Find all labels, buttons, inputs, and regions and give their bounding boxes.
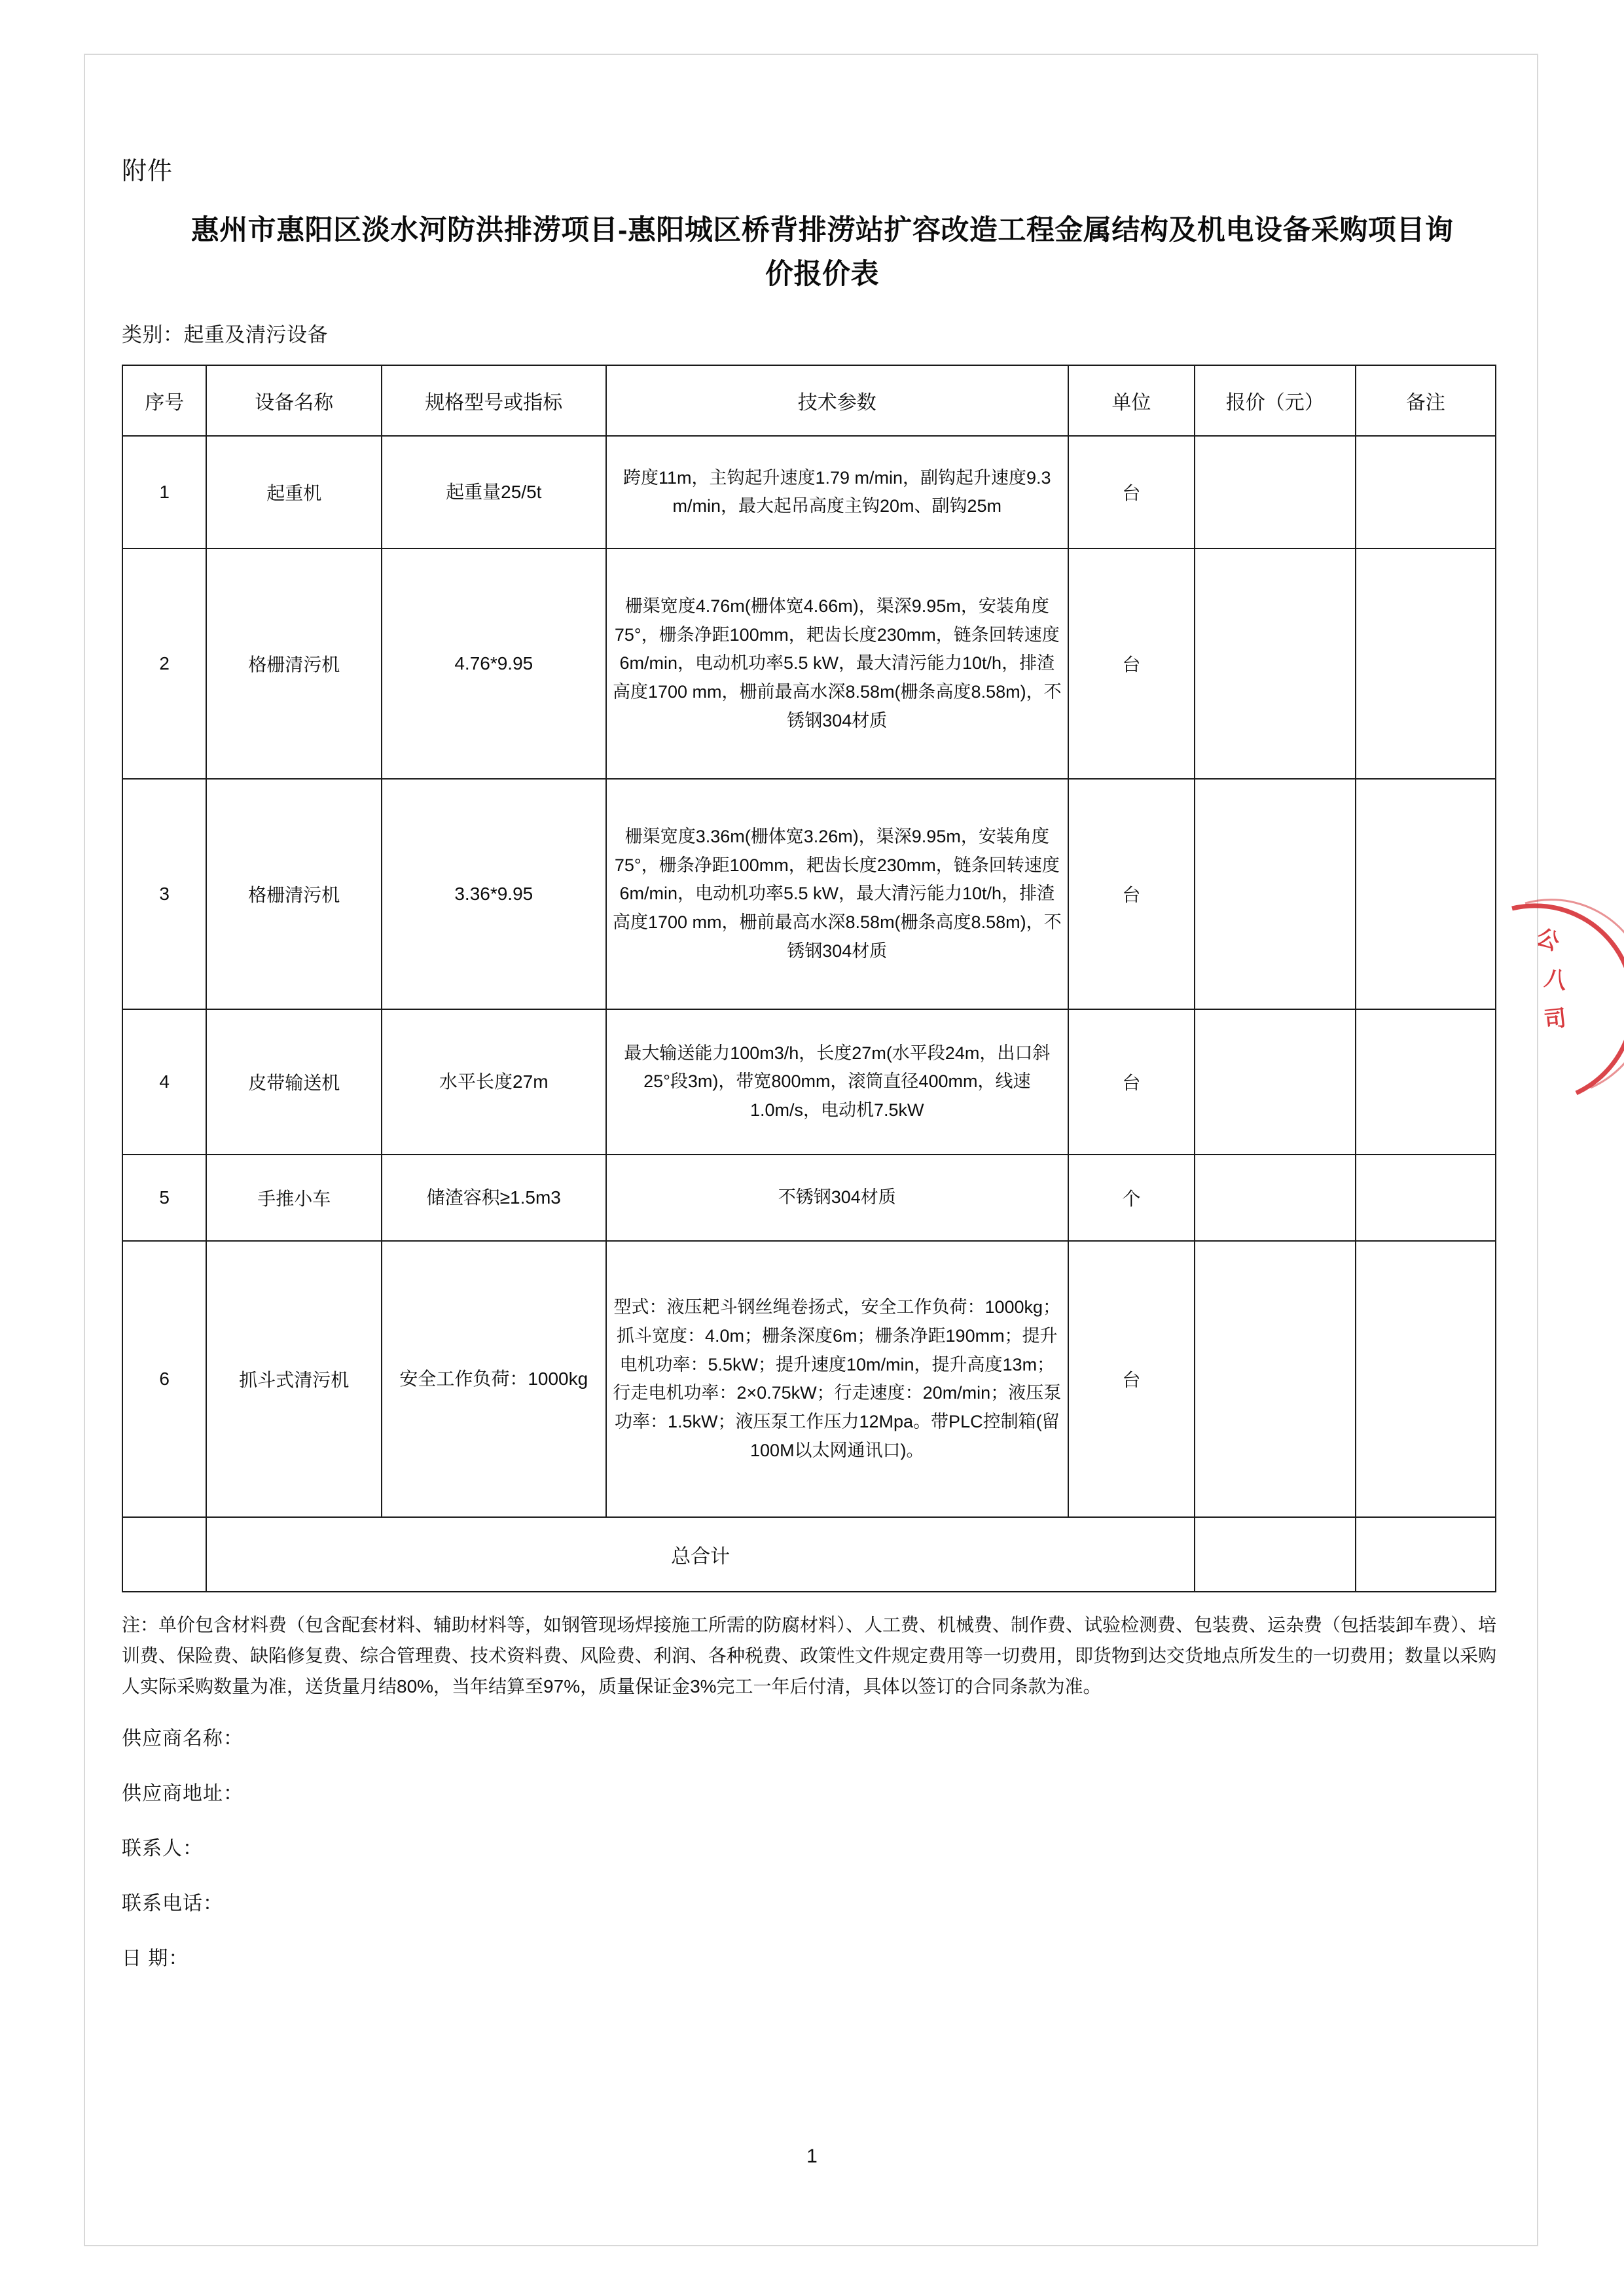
cell-no: 5 <box>122 1155 206 1241</box>
cell-no: 6 <box>122 1241 206 1517</box>
header-param: 技术参数 <box>606 365 1068 436</box>
cell-spec: 3.36*9.95 <box>382 779 606 1009</box>
cell-spec: 水平长度27m <box>382 1009 606 1155</box>
cell-param: 栅渠宽度3.36m(栅体宽3.26m)，渠深9.95m，安装角度75°，栅条净距100mm，耙齿长度230mm，链条回转速度6m/min，电动机功率5.5 kW，最大清污能力10t/h，排渣高度1700 mm，栅前最高水深8.58m(栅条高度8.58m)，不锈钢304材质 <box>606 779 1068 1009</box>
cell-spec: 安全工作负荷：1000kg <box>382 1241 606 1517</box>
table-row <box>122 1155 1496 1241</box>
header-name: 设备名称 <box>206 365 382 436</box>
red-seal-stamp <box>1499 897 1624 1113</box>
cell-name: 起重机 <box>206 436 382 548</box>
cell-remark[interactable] <box>1356 1241 1496 1517</box>
cell-unit: 台 <box>1068 1241 1195 1517</box>
header-no: 序号 <box>122 365 206 436</box>
cell-spec: 储渣容积≥1.5m3 <box>382 1155 606 1241</box>
cell-name: 格栅清污机 <box>206 779 382 1009</box>
table-row <box>122 548 1496 779</box>
header-remark: 备注 <box>1356 365 1496 436</box>
cell-price[interactable] <box>1195 436 1356 548</box>
supplier-fields <box>122 1729 1503 1969</box>
cell-remark[interactable] <box>1356 436 1496 548</box>
cell-spec: 4.76*9.95 <box>382 548 606 779</box>
cell-name: 手推小车 <box>206 1155 382 1241</box>
cell-name: 格栅清污机 <box>206 548 382 779</box>
cell-name: 抓斗式清污机 <box>206 1241 382 1517</box>
table-total-row <box>122 1517 1496 1592</box>
svg-text:公: 公 <box>1533 925 1563 956</box>
cell-price[interactable] <box>1195 1009 1356 1155</box>
page-number: 1 <box>806 2145 818 2167</box>
cell-param: 不锈钢304材质 <box>606 1155 1068 1241</box>
cell-price[interactable] <box>1195 1155 1356 1241</box>
cell-unit: 台 <box>1068 548 1195 779</box>
cell-remark[interactable] <box>1356 548 1496 779</box>
table-row <box>122 436 1496 548</box>
field-supplier-name: 供应商名称： <box>122 1728 244 1750</box>
total-label: 总合计 <box>206 1517 1194 1592</box>
document-content <box>122 151 1503 2004</box>
cell-spec: 起重量25/5t <box>382 436 606 548</box>
cell-remark[interactable] <box>1356 779 1496 1009</box>
cell-unit: 台 <box>1068 436 1195 548</box>
cell-no: 1 <box>122 436 206 548</box>
total-remark[interactable] <box>1356 1517 1496 1592</box>
cell-unit: 台 <box>1068 1009 1195 1155</box>
cell-remark[interactable] <box>1356 1009 1496 1155</box>
cell-price[interactable] <box>1195 779 1356 1009</box>
svg-text:八: 八 <box>1542 966 1569 994</box>
quotation-table <box>122 365 1496 1592</box>
cell-param: 栅渠宽度4.76m(栅体宽4.66m)，渠深9.95m，安装角度75°，栅条净距100mm，耙齿长度230mm，链条回转速度6m/min，电动机功率5.5 kW，最大清污能力10t/h，排渣高度1700 mm，栅前最高水深8.58m(栅条高度8.58m)，不锈钢304材质 <box>606 548 1068 779</box>
table-row <box>122 1241 1496 1517</box>
cell-price[interactable] <box>1195 548 1356 779</box>
table-header-row <box>122 365 1496 436</box>
header-price: 报价（元） <box>1195 365 1356 436</box>
cell-param: 跨度11m，主钩起升速度1.79 m/min，副钩起升速度9.3 m/min，最大起吊高度主钩20m、副钩25m <box>606 436 1068 548</box>
table-row <box>122 779 1496 1009</box>
cell-unit: 个 <box>1068 1155 1195 1241</box>
field-contact-person: 联系人： <box>122 1838 203 1860</box>
cell-param: 最大输送能力100m3/h，长度27m(水平段24m，出口斜25°段3m)，带宽800mm，滚筒直径400mm，线速1.0m/s，电动机7.5kW <box>606 1009 1068 1155</box>
page-title: 惠州市惠阳区淡水河防洪排涝项目-惠阳城区桥背排涝站扩容改造工程金属结构及机电设备采购项目询价报价表 <box>190 215 1454 290</box>
cell-no: 3 <box>122 779 206 1009</box>
field-supplier-address: 供应商地址： <box>122 1783 244 1805</box>
cell-no: 2 <box>122 548 206 779</box>
total-spacer <box>122 1517 206 1592</box>
field-contact-phone: 联系电话： <box>122 1893 223 1915</box>
cell-no: 4 <box>122 1009 206 1155</box>
notes-paragraph: 注：单价包含材料费（包含配套材料、辅助材料等，如钢管现场焊接施工所需的防腐材料）、人工费、机械费、制作费、试验检测费、包装费、运杂费（包括装卸车费）、培训费、保险费、缺陷修复费、综合管理费、技术资料费、风险费、利润、各种税费、政策性文件规定费用等一切费用，即货物到达交货地点所发生的一切费用；数量以采购人实际采购数量为准，送货量月结80%，当年结算至97%，质量保证金3%完工一年后付清，具体以签订的合同条款为准。 <box>122 1615 1497 1697</box>
cell-param: 型式：液压耙斗钢丝绳卷扬式，安全工作负荷：1000kg；抓斗宽度：4.0m；栅条深度6m；栅条净距190mm；提升电机功率：5.5kW；提升速度10m/min，提升高度13m；行走电机功率：2×0.75kW；行走速度：20m/min；液压泵功率：1.5kW；液压泵工作压力12Mpa。带PLC控制箱(留100M以太网通讯口)。 <box>606 1241 1068 1517</box>
table-row <box>122 1009 1496 1155</box>
total-price[interactable] <box>1195 1517 1356 1592</box>
field-date: 日 期： <box>122 1948 189 1970</box>
header-unit: 单位 <box>1068 365 1195 436</box>
cell-price[interactable] <box>1195 1241 1356 1517</box>
header-spec: 规格型号或指标 <box>382 365 606 436</box>
attachment-label: 附件 <box>122 158 173 185</box>
cell-remark[interactable] <box>1356 1155 1496 1241</box>
cell-unit: 台 <box>1068 779 1195 1009</box>
cell-name: 皮带输送机 <box>206 1009 382 1155</box>
svg-text:司: 司 <box>1542 1006 1568 1033</box>
category-label: 类别：起重及清污设备 <box>122 323 328 347</box>
